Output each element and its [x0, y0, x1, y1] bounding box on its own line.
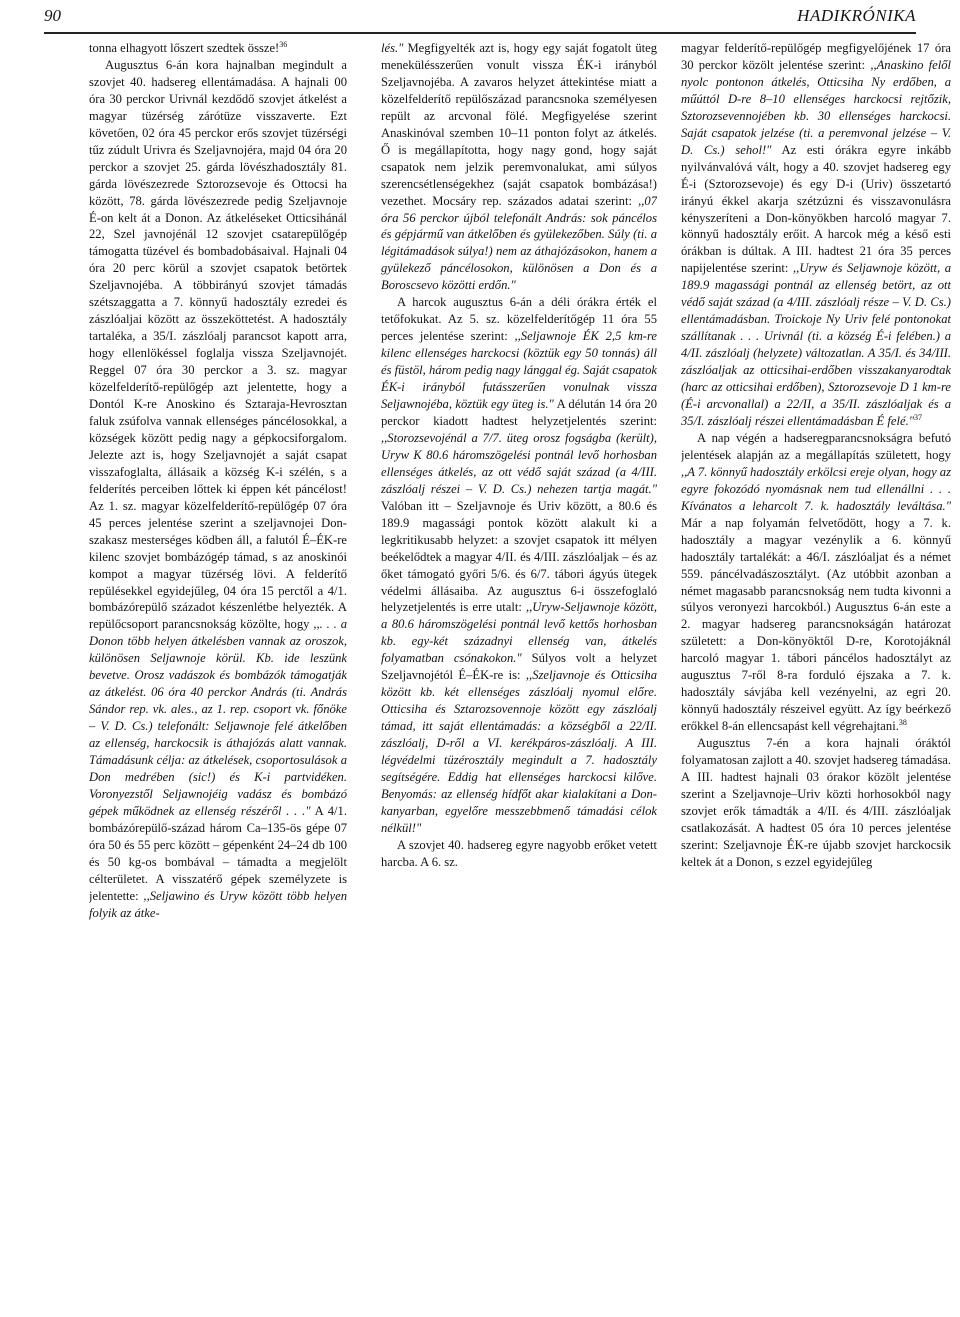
page-number: 90: [44, 6, 61, 25]
quotation: ,,Uryw és Seljawnoje között, a 189.9 magassági pontnál az ellenség betört, az ott védő saját század (a 4/III. zászlóalj része – V. D. Cs.) ellentámadásban. Troickoje Ny Uriv felé pontonokat szállítanak . . . Urivnál (ti. a község É-i felében.) a 4/II. zászlóalj (helyzete) változatlan. A 35/I. és 34/III. zászlóaljak az otticsihai-erdőben visszakanyarodtak (harc az otticsihai erdőben), Sztorozsevoje D 1 km-re (É-i arcvonallal) a 22/II, a 35/II. zászlóaljak és a 35/I. zászlóalj részei ellentámadásban É felé.": [681, 261, 951, 428]
quotation: ,,07 óra 56 perckor újból telefonált András: sok páncélos és gépjármű van átkelőben és gyülekezőben. Súly (ti. a légitámadások súlya!) nem az áthajózásokon, hanem a gyülekező páncélosokon, különösen a Don és a Boroscsevo közötti erdőn.": [381, 193, 657, 293]
paragraph: lés." Megfigyelték azt is, hogy egy saját fogatolt üteg menekülésszerűen vonult vissza ÉK-i irányból Szeljavnojéba. A zavaros helyzet áttekintése miatt a közelfelderítő repülőszázad parancsnoka személyesen repült az arcvonal fölé. Megfigyelése szerint Anaskinóval szemben 10–11 ponton folyt az átkelés. Ő is megállapította, hogy nagy gond, hogy saját csapatok nem jelzik peremvonalukat, ami súlyos szerencsétlenségekhez (saját csapatok bombázása!) vezethet. Mocsáry rep. százados adatai szerint: ,,07 óra 56 perckor újból telefonált András: sok páncélos és gépjármű van átkelőben és gyülekezőben. Súly (ti. a légitámadások súlya!) nem az áthajózásokon, hanem a gyülekező páncélosokon, különösen a Don és a Boroscsevo közötti erdőn.": [381, 41, 657, 293]
paragraph: Augusztus 7-én a kora hajnali óráktól folyamatosan zajlott a 40. szovjet hadsereg támadása. A III. hadtest hajnali 03 órakor közölt jelentése szerint a Szeljavnoje–Uriv közti horhosokból nagy szovjet erők támadták a 4/II. és 4/III. zászlóaljak csatlakozását. A hadtest 05 óra 10 perces jelentése szerint: Szeljavnoje ÉK-re újabb szovjet harckocsik keltek át a Donon, s ezzel egyidejűleg: [681, 736, 951, 869]
paragraph: A nap végén a hadseregparancsnokságra befutó jelentések alapján az a megállapítás született, hogy ,,A 7. könnyű hadosztály erkölcsi ereje olyan, hogy az egyre fokozódó nyomásnak nem tud ellenállni . . . Kívánatos a leharcolt 7. k. hadosztály leváltása." Már a nap folyamán felvetődött, hogy a 7. k. hadosztály a magyar vezénylik a 6. könnyű hadosztály tartalékát: a 46/I. zászlóaljat és a német 559. páncélvadászosztályt. (Az utóbbit azonban a német magasabb parancsnokság nem tudta kivonni a súlyos veronyezi harcokból.) Augusztus 6-án este a 2. magyar hadsereg parancsnokságán határozat született: a Don-könyöktől D-re, Korotojáknál harcoló magyar 1. tábori páncélos hadosztályt az augusztus 7-ről 8-ra forduló éjszaka a 7. k. hadosztály sávjába kell vezényelni, az egri 20. könnyű hadosztály részeivel együtt. Az így beérkező erőkkel 8-án ellencsapást kell végrehajtani.$^{38}$: [681, 430, 951, 734]
page-header: [44, 6, 916, 34]
text-column-1: [89, 40, 347, 1310]
quotation: ,,Storozsevojénál a 7/7. üteg orosz fogságba (került), Uryw K 80.6 háromszögelési pontnál levő horhosban ellenséges átkelés, az ott védő saját század (a 4/III. zászlóalj részei – V. D. Cs.) nehezen tartja magát.": [381, 430, 657, 496]
paragraph: magyar felderítő-repülőgép megfigyelőjének 17 óra 30 perckor közölt jelentése szerint: ,,Anaskino felől nyolc pontonon átkelés, Otticsiha Ny erdőben, a műúttól D-re 8–10 ellenséges harckocsi rejtőzik, Sztorozsevennojében kb. 30 ellenséges harckocsi. Saját csapatok jelzése (ti. a peremvonal jelzése – V. D. Cs.) sehol!" Az esti órákra egyre inkább nyilvánvalóvá vált, hogy a 40. szovjet hadsereg egy É-i (Sztorozsevoje) és egy D-i (Uriv) összetartó irányú ékkel akarja szétzúzni és visszavonulásra kényszeríteni a Don-könyökben harcoló magyar 7. könnyű hadosztály erőit. A harcok még a késő esti órákban is dúltak. A III. hadtest 21 óra 35 perces napijelentése szerint: ,,Uryw és Seljawnoje között, a 189.9 magassági pontnál az ellenség betört, az ott védő saját század (a 4/III. zászlóalj része – V. D. Cs.) ellentámadásban. Troickoje Ny Uriv felé pontonokat szállítanak . . . Urivnál (ti. a község É-i felében.) a 4/II. zászlóalj (helyzete) változatlan. A 35/I. és 34/III. zászlóaljak az otticsihai-erdőben visszakanyarodtak (harc az otticsihai erdőben), Sztorozsevoje D 1 km-re (É-i arcvonallal) a 22/II, a 35/II. zászlóaljak és a 35/I. zászlóalj részei ellentámadásban É felé."$^{37}$: [681, 41, 951, 428]
quotation: ,,Seljawino és Uryw között több helyen folyik az átke-: [89, 888, 347, 920]
paragraph: A harcok augusztus 6-án a déli órákra érték el tetőfokukat. Az 5. sz. közelfelderítőgép 11 óra 55 perces jelentése szerint: ,,Seljawnoje ÉK 2,5 km-re kilenc ellenséges harckocsi (köztük egy 50 tonnás) áll és füstöl, három pedig nagy lánggal ég. Saját csapatok ÉK-i irányból futásszerűen vonulnak vissza Seljawnojéba, köztük egy üteg is." A délután 14 óra 20 perckor kiadott hadtest helyzetjelentés szerint: ,,Storozsevojénál a 7/7. üteg orosz fogságba (került), Uryw K 80.6 háromszögelési pontnál levő horhosban ellenséges átkelés, az ott védő saját század (a 4/III. zászlóalj részei – V. D. Cs.) nehezen tartja magát." Valóban itt – Szeljavnoje és Uriv között, a 80.6 és 189.9 magassági pontok között alakult ki a legkritikusabb helyzet: a szovjet csapatok itt mélyen beékelődtek a magyar 4/II. és 4/III. zászlóaljak – és az őket támogató győri 5/6. és 6/7. tábori ágyús ütegek védelmi állásaiba. Az augusztus 6-i összefoglaló helyzetjelentés is erre utalt: ,,Uryw-Seljawnoje között, a 80.6 háromszögelési pontnál levő kettős horhosban kb. egy-két századnyi ellenség van, átkelés folyamatban csónakokon." Súlyos volt a helyzet Szeljavnojétól É–ÉK-re is: ,,Szeljavnoje és Otticsiha között kb. két ellenséges zászlóalj nyomul előre. Otticsiha és Sztarozsovennoje között egy zászlóalj támad, itt saját ellentámadás: a községből a 22/II. zászlóalj, D-ről a VI. kerékpáros-zászlóalj. A III. légvédelmi tüzérosztály megindult a 7. hadosztály segítségére. Eddig hat ellenséges harckocsi kilőve. Benyomás: az ellenség hídfőt akar kialakítani a Don-kanyarban, egyelőre messzebbmenő támadási célok nélkül!": [381, 295, 657, 835]
paragraph: Augusztus 6-án kora hajnalban megindult a szovjet 40. hadsereg ellentámadása. A hajnali 00 óra 30 perckor Urivnál kezdődő szovjet átkelést a magyar tüzérség zárótüze visszaverte. Ezt követően, 02 óra 45 perckor erős szovjet tüzérségi tűz zúdult Urivra és Szeljavnojéra, majd 04 óra 20 perckor a szovjet 25. gárda lövészhadosztály 81. gárda lövészezrede Sztorozsevoje és Ottocsi ha között, 78. gárda lövészezrede pedig Szeljavnoje É-on kelt át a Donon. Az átkeléseket Otticsihánál 22, Szel javnojénál 12 szovjet csatarepülőgép támogatta tüzével és bombadobásaival. Hajnali 04 óra 20 perc körül a szovjet csapatok betörtek Szeljavnojéba. A többirányú szovjet támadás szétszaggatta a 7. könnyű hadosztály ezredei és zászlóaljai között az összeköttetést. A hadosztály tartaléka, a 35/I. zászlóalj parancsot kapott arra, hogy ellenlökéssel foglalja vissza Szeljavnojét. Reggel 07 óra 30 perckor a 3. sz. magyar közelfelderítő-repülőgép azt jelentette, hogy a Dontól K-re Anoskino és Sztaraja-Hevrosztan faluk zsúfolva vannak ellenséges páncélosokkal, a községek között pedig nagy a gépkocsiforgalom. Jelezte azt is, hogy Szeljavnojét a saját csapat visszafoglalta, állásaik a község K-i szélén, s a felderítés perceiben lőttek ki éppen két páncélost! Az 1. sz. magyar közelfelderítő-repülőgép 07 óra 45 perces jelentése szerint a szeljavnojei Don-szakasz mesterséges ködben áll, a falutól É–ÉK-re kilenc szovjet bombázógép támad, s az anoskinói kompot a magyar tüzérség lövi. A felderítő repülésekkel egyidejűleg, 04 óra 15 perctől a 4/1. bombázórepülő századot készenlétbe helyezték. A repülőcsoport parancsnokság közölte, hogy ,,. . . a Donon több helyen átkelésben vannak az oroszok, különösen Seljawnoje körül. Kb. ide leszünk bevetve. Orosz vadászok és bombázók támogatják az átkelést. 06 óra 40 perckor András (ti. András Sándor rep. vk. ales., az 1. rep. csoport vk. főnöke – V. D. Cs.) telefonált: Seljawnoje felé átkelőben az ellenség, harckocsik is áthajózás alatt vannak. Támadásunk célja: az átkelések, csoportosulások a Don medrében (sic!) és K-i partvidéken. Voronyezstől Seljawnojéig vadász és bombázó gépek működnek az ellenség részéről . . ." A 4/1. bombázórepülő-század három Ca–135-ös gépe 07 óra 50 és 55 perc között – gépenként 24–24 db 100 és 50 kg-os bombával – támadta a megjelölt célterületet. A visszatérő gépek személyzete is jelentette: ,,Seljawino és Uryw között több helyen folyik az átke-: [89, 57, 347, 920]
header-rule: [44, 32, 916, 34]
paragraph: A szovjet 40. hadsereg egyre nagyobb erőket vetett harcba. A 6. sz.: [381, 837, 657, 869]
quotation: ,,Anaskino felől nyolc pontonon átkelés, Otticsiha Ny erdőben, a műúttól D-re 8–10 ellenséges harckocsi rejtőzik, Sztorozsevennojében kb. 30 ellenséges harckocsi. Saját csapatok jelzése (ti. a peremvonal jelzése – V. D. Cs.) sehol!": [681, 57, 951, 157]
running-title: HADIKRÓNIKA: [797, 6, 916, 25]
text-column-3: [681, 40, 951, 1310]
quotation: ,,A 7. könnyű hadosztály erkölcsi ereje olyan, hogy az egyre fokozódó nyomásnak nem tud ellenállni . . . Kívánatos a leharcolt 7. k. hadosztály leváltása.": [681, 464, 951, 513]
quotation: ,,Szeljavnoje és Otticsiha között kb. két ellenséges zászlóalj nyomul előre. Otticsiha és Sztarozsovennoje között egy zászlóalj támad, itt saját ellentámadás: a községből a 22/II. zászlóalj, D-ről a VI. kerékpáros-zászlóalj. A III. légvédelmi tüzérosztály megindult a 7. hadosztály segítségére. Eddig hat ellenséges harckocsi kilőve. Benyomás: az ellenség hídfőt akar kialakítani a Don-kanyarban, egyelőre messzebbmenő támadási célok nélkül!": [381, 668, 657, 835]
paragraph: tonna elhagyott lőszert szedtek össze!$^{36}$: [89, 40, 288, 55]
quotation: ,,Seljawnoje ÉK 2,5 km-re kilenc ellenséges harckocsi (köztük egy 50 tonnás) áll és füstöl, három pedig nagy lánggal ég. Saját csapatok ÉK-i irányból futásszerűen vonulnak vissza Seljawnojéba, köztük egy üteg is.": [381, 329, 657, 412]
text-column-2: [381, 40, 657, 1310]
quotation: ,,Uryw-Seljawnoje között, a 80.6 háromszögelési pontnál levő kettős horhosban kb. egy-két századnyi ellenség van, átkelés folyamatban csónakokon.": [381, 600, 657, 666]
quotation: lés.": [381, 41, 404, 55]
quotation: ,,. . . a Donon több helyen átkelésben vannak az oroszok, különösen Seljawnoje körül. Kb. ide leszünk bevetve. Orosz vadászok és bombázók támogatják az átkelést. 06 óra 40 perckor András (ti. András Sándor rep. vk. ales., az 1. rep. csoport vk. főnöke – V. D. Cs.) telefonált: Seljawnoje felé átkelőben az ellenség, harckocsik is áthajózás alatt vannak. Támadásunk célja: az átkelések, csoportosulások a Don medrében (sic!) és K-i partvidéken. Voronyezstől Seljawnojéig vadász és bombázó gépek működnek az ellenség részéről . . .": [89, 617, 347, 818]
